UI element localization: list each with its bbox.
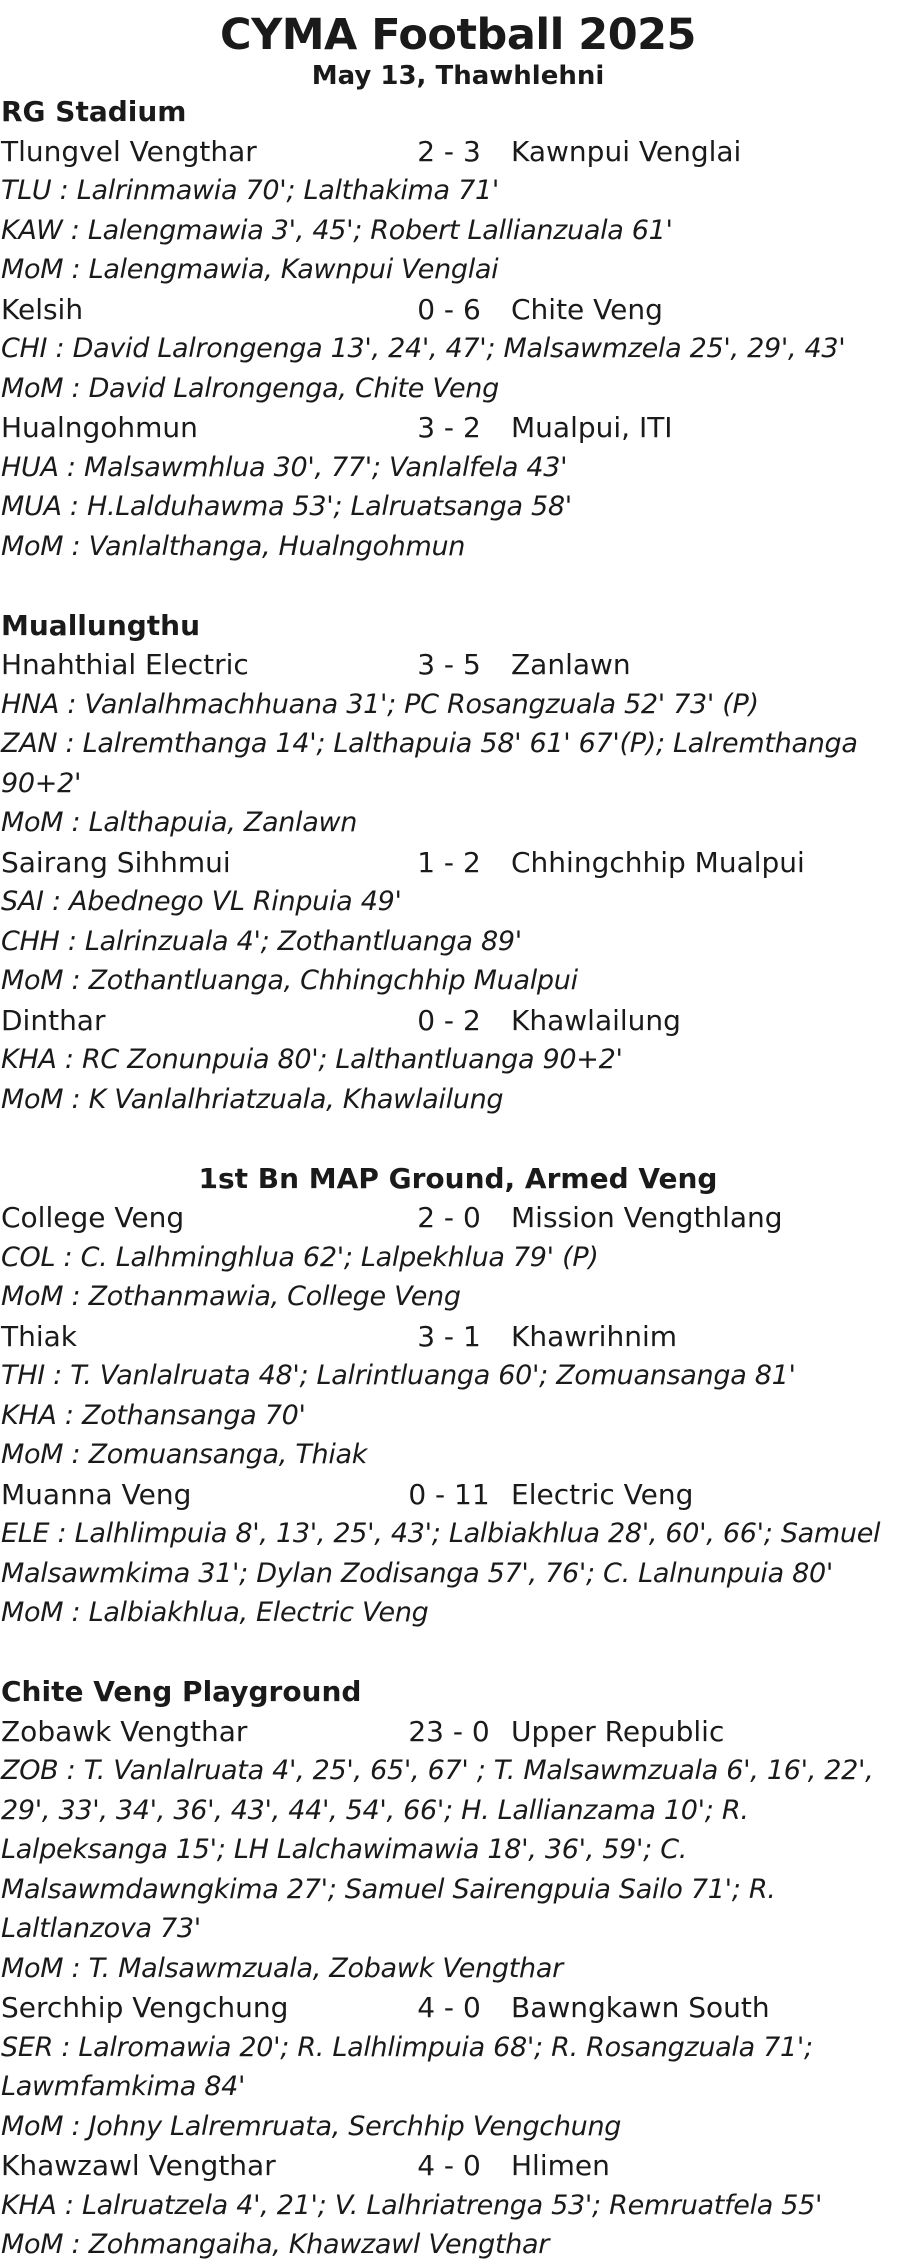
venue-heading: Chite Veng Playground (1, 1675, 362, 1708)
home-team: Kelsih (1, 292, 84, 326)
page-subtitle: May 13, Thawhlehni (311, 61, 605, 91)
home-team: Khawzawl Vengthar (1, 2149, 276, 2182)
home-team: College Veng (1, 1201, 185, 1234)
man-of-match-line: MoM : David Lalrongenga, Chite Veng (1, 372, 499, 404)
man-of-match-line: MoM : Zohmangaiha, Khawzawl Vengthar (1, 2229, 550, 2260)
scorers-line: ZOB : T. Vanlalruata 4', 25', 65', 67' ; T. Malsawmzuala 6', 16', 22', 29', 33', 34', 36', 43', 44', 54', 66'; H. Lallianzama 10'; R. Lalpeksanga 15'; LH Lalchawimawia 18', 36', 59'; C. Malsawmdawngkima 27'; Samuel Sairengpuia Sailo 71'; R. Laltlanzova 73' (1, 1755, 874, 1944)
scorers-line: KHA : Zothansanga 70' (1, 1399, 306, 1431)
fixture-results-page (0, 10, 915, 2264)
home-team: Tlungvel Vengthar (1, 134, 257, 168)
home-team: Dinthar (1, 1003, 106, 1037)
home-team: Zobawk Vengthar (1, 1714, 248, 1748)
away-team: Bawngkawn South (511, 1991, 770, 2024)
home-team: Hualngohmun (1, 411, 198, 444)
home-team: Sairang Sihhmui (1, 845, 231, 879)
match-row (1, 2146, 915, 2186)
man-of-match-line: MoM : Lalthapuia, Zanlawn (1, 807, 358, 838)
match-score: 4 - 0 (417, 1991, 481, 2024)
home-team: Muanna Veng (1, 1477, 192, 1511)
match-row (1, 1475, 915, 1515)
match-row (1, 408, 915, 448)
section-spacer (1, 1633, 915, 1673)
scorers-line: CHI : David Lalrongenga 13', 24', 47'; Malsawmzela 25', 29', 43' (1, 333, 846, 364)
scorers-line: HUA : Malsawmhlua 30', 77'; Vanlalfela 43' (1, 451, 568, 483)
away-team: Mualpui, ITI (511, 411, 673, 444)
venue-heading: 1st Bn MAP Ground, Armed Veng (198, 1161, 718, 1195)
match-row (1, 1001, 915, 1041)
scorers-line: COL : C. Lalhminghlua 62'; Lalpekhlua 79' (P) (1, 1241, 599, 1273)
match-score: 2 - 0 (417, 1201, 481, 1234)
away-team: Electric Veng (511, 1477, 694, 1511)
match-row (1, 1988, 915, 2028)
venue-heading: Muallungthu (1, 608, 201, 642)
away-team: Zanlawn (511, 648, 631, 681)
home-team: Serchhip Vengchung (1, 1991, 289, 2024)
scorers-line: CHH : Lalrinzuala 4'; Zothantluanga 89' (1, 925, 522, 957)
page-title: CYMA Football 2025 (220, 10, 696, 60)
section-spacer (1, 1119, 915, 1159)
away-team: Khawlailung (511, 1003, 681, 1037)
match-score: 4 - 0 (417, 2149, 481, 2182)
man-of-match-line: MoM : Vanlalthanga, Hualngohmun (1, 530, 466, 562)
man-of-match-line: MoM : K Vanlalhriatzuala, Khawlailung (1, 1083, 504, 1115)
scorers-line: TLU : Lalrinmawia 70'; Lalthakima 71' (1, 175, 499, 206)
man-of-match-line: MoM : T. Malsawmzuala, Zobawk Vengthar (1, 1952, 563, 1984)
man-of-match-line: MoM : Zothantluanga, Chhingchhip Mualpui (1, 965, 578, 996)
man-of-match-line: MoM : Zomuansanga, Thiak (1, 1439, 368, 1470)
home-team: Hnahthial Electric (1, 648, 249, 681)
scorers-line: SER : Lalromawia 20'; R. Lalhlimpuia 68'; R. Rosangzuala 71'; Lawmfamkima 84' (1, 2031, 813, 2102)
match-row (1, 1712, 915, 1752)
match-row (1, 1198, 915, 1238)
section-spacer (1, 566, 915, 606)
match-score: 1 - 2 (417, 845, 481, 879)
match-row (1, 843, 915, 883)
scorers-line: ZAN : Lalremthanga 14'; Lalthapuia 58' 61' 67'(P); Lalremthanga 90+2' (1, 728, 858, 799)
match-row (1, 132, 915, 172)
home-team: Thiak (1, 1319, 78, 1353)
match-score: 3 - 5 (417, 648, 481, 681)
away-team: Upper Republic (511, 1714, 725, 1748)
scorers-line: KAW : Lalengmawia 3', 45'; Robert Lallianzuala 61' (1, 214, 673, 246)
match-score: 3 - 1 (417, 1319, 481, 1353)
match-score: 2 - 3 (417, 134, 481, 168)
scorers-line: KHA : RC Zonunpuia 80'; Lalthantluanga 90+2' (1, 1044, 623, 1075)
match-row (1, 1317, 915, 1357)
man-of-match-line: MoM : Lalbiakhlua, Electric Veng (1, 1597, 429, 1628)
away-team: Mission Vengthlang (511, 1201, 783, 1234)
match-row (1, 290, 915, 330)
scorers-line: THI : T. Vanlalruata 48'; Lalrintluanga 60'; Zomuansanga 81' (1, 1360, 796, 1391)
venue-heading: RG Stadium (1, 95, 187, 128)
man-of-match-line: MoM : Zothanmawia, College Veng (1, 1281, 461, 1312)
away-team: Chite Veng (511, 292, 663, 326)
scorers-line: ELE : Lalhlimpuia 8', 13', 25', 43'; Lalbiakhlua 28', 60', 66'; Samuel Malsawmkima 31'; Dylan Zodisanga 57', 76'; C. Lalnunpuia 80' (1, 1518, 881, 1589)
scorers-line: HNA : Vanlalhmachhuana 31'; PC Rosangzuala 52' 73' (P) (1, 688, 759, 720)
man-of-match-line: MoM : Lalengmawia, Kawnpui Venglai (1, 254, 499, 285)
man-of-match-line: MoM : Johny Lalremruata, Serchhip Vengchung (1, 2110, 622, 2142)
away-team: Kawnpui Venglai (511, 134, 742, 168)
away-team: Khawrihnim (511, 1319, 678, 1353)
scorers-line: KHA : Lalruatzela 4', 21'; V. Lalhriatrenga 53'; Remruatfela 55' (1, 2189, 823, 2221)
scorers-line: MUA : H.Lalduhawma 53'; Lalruatsanga 58' (1, 491, 572, 522)
away-team: Hlimen (511, 2149, 610, 2182)
scorers-line: SAI : Abednego VL Rinpuia 49' (1, 886, 402, 917)
match-score: 23 - 0 (408, 1714, 490, 1748)
away-team: Chhingchhip Mualpui (511, 845, 805, 879)
match-row (1, 645, 915, 685)
match-score: 0 - 2 (417, 1003, 481, 1037)
match-score: 0 - 6 (417, 292, 481, 326)
match-score: 3 - 2 (417, 411, 481, 444)
match-score: 0 - 11 (408, 1477, 490, 1511)
